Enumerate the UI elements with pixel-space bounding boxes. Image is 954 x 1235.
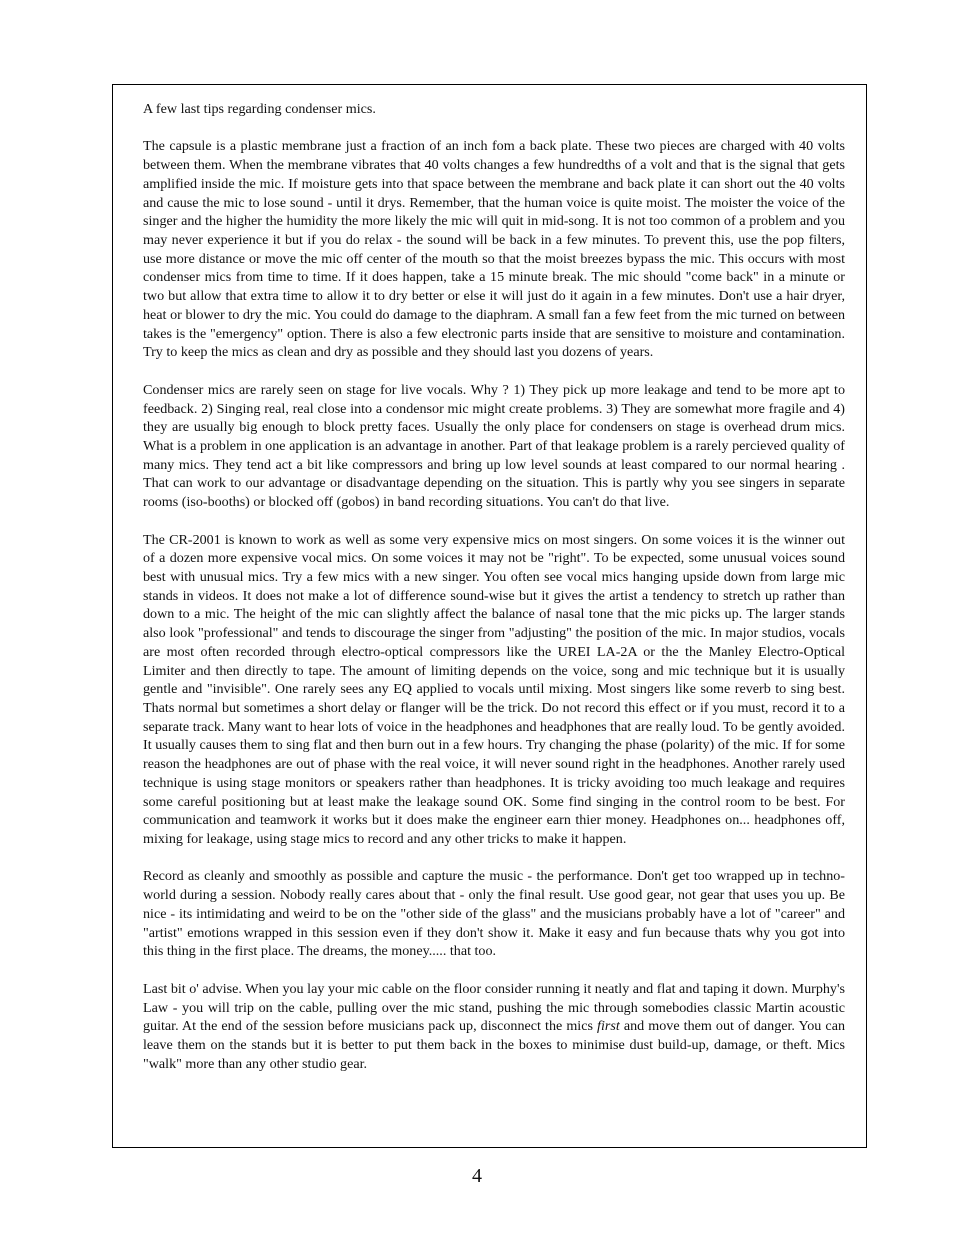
paragraph-cable-advice-part-1: Last bit o' advise. When you lay your mic cable on the floor consider running it neatly and flat and taping it down. Murphy's Law - you will trip on the cable, pulling over the mic stand, pushing the mic through somebodies classic Martin acoustic guitar. At the end of the session before musicians pack up, disconnect the mics [143,980,845,1035]
document-body [143,100,845,1092]
paragraph-capsule-moisture: The capsule is a plastic membrane just a fraction of an inch fom a back plate. These two pieces are charged with 40 volts between them. When the membrane vibrates that 40 volts changes a few hundredths of a volt and that is the signal that gets amplified inside the mic. If moisture gets into that space between the membrane and back plate it can short out the 40 volts and cause the mic to lose sound - until it drys. Remember, that the human voice is quite moist. The moister the voice of the singer and the higher the humidity the more likely the mic will quit in mid-song. It is not too common of a problem and you may never experience it but if you do relax - the sound will be back in a few minutes. To prevent this, use the pop filters, use more distance or move the mic off center of the mouth so that the moist breezes bypass the mic. This occurs with most condenser mics from time to time. If it does happen, take a 15 minute break. The mic should "come back" in a minute or two but allow that extra time to allow it to dry better or else it will just do it again in a few minutes. Don't use a hair dryer, heat or blower to dry the mic. You could do damage to the diaphram. A small fan a few feet from the mic turned on between takes is the "emergency" option. There is also a few electronic parts inside that are sensitive to moisture and contamination. Try to keep the mics as clean and dry as possible and they should last you dozens of years. [143,138,845,361]
emphasis-first: first [597,1018,620,1035]
paragraph-live-vocals: Condenser mics are rarely seen on stage for live vocals. Why ? 1) They pick up more leakage and tend to be more apt to feedback. 2) Singing real, real close into a condensor mic might create problems. 3) They are somewhat more fragile and 4) they are usually big enough to block pretty faces. Usually the only place for condensers on stage is overhead drum mics. What is a problem in one application is an advantage in another. Part of that leakage problem is a rarely percieved quality of many mics. They tend act a bit like compressors and bring up low level sounds at least compared to our normal hearing . That can work to our advantage or disadvantage depending on the situation. This is partly why you see singers in separate rooms (iso-booths) or blocked off (gobos) in band recording situations. You can't do that live. [143,381,845,511]
page-number: 4 [472,1165,482,1187]
paragraph-cable-advice [143,980,845,1074]
paragraph-cable-advice-part-2: and move them out of danger. You can leave them on the stands but it is better to put them back in the boxes to minimise dust build-up, damage, or theft. Mics "walk" more than any other studio gear. [143,1018,845,1072]
paragraph-cr2001-vocals: The CR-2001 is known to work as well as some very expensive mics on most singers. On some voices it is the winner out of a dozen more expensive vocal mics. On some voices it may not be "right". To be expected, some unusual voices sound best with unusual mics. Try a few mics with a new singer. You often see vocal mics hanging upside down from large mic stands in videos. It does not make a lot of difference sound-wise but it gives the artist a tendency to stretch up rather than down to a mic. The height of the mic can slightly affect the balance of nasal tone that the mic picks up. The larger stands also look "professional" and tends to discourage the singer from "adjusting" the position of the mic. In major studios, vocals are most often recorded through electro-optical compressors like the UREI LA-2A or the the Manley Electro-Optical Limiter and then directly to tape. The amount of limiting depends on the voice, song and mic technique but it is usually gentle and "invisible". One rarely sees any EQ applied to vocals until mixing. Most singers like some reverb to sing best. Thats normal but sometimes a short delay or flanger will be the trick. Do not record this effect or if you must, record it to a separate track. Many want to hear lots of voice in the headphones and headphones that are really loud. To be gently avoided. It usually causes them to sing flat and then burn out in a few hours. Try changing the phase (polarity) of the mic. If for some reason the headphones are out of phase with the real voice, it will never sound right in the headphones. Another rarely used technique is using stage monitors or speakers rather than headphones. It is tricky avoiding too much leakage and requires some careful positioning but at least make the leakage sound OK. Some find singing in the control room to be best. For communication and teamwork it works but it does make the engineer earn thier money. Headphones on... headphones off, mixing for leakage, using stage mics to record and any other tricks to make it happen. [143,531,845,848]
paragraph-record-cleanly: Record as cleanly and smoothly as possible and capture the music - the performance. Don't get too wrapped up in techno-world during a session. Nobody really cares about that - only the final result. Use good gear, not gear that uses you up. Be nice - its intimidating and weird to be on the "other side of the glass" and the musicians probably have a lot of "career" and "artist" emotions wrapped in this session even if they don't show it. Make it easy and fun because thats why you got into this thing in the first place. The dreams, the money..... that too. [143,868,845,960]
section-heading: A few last tips regarding condenser mics. [143,101,376,117]
